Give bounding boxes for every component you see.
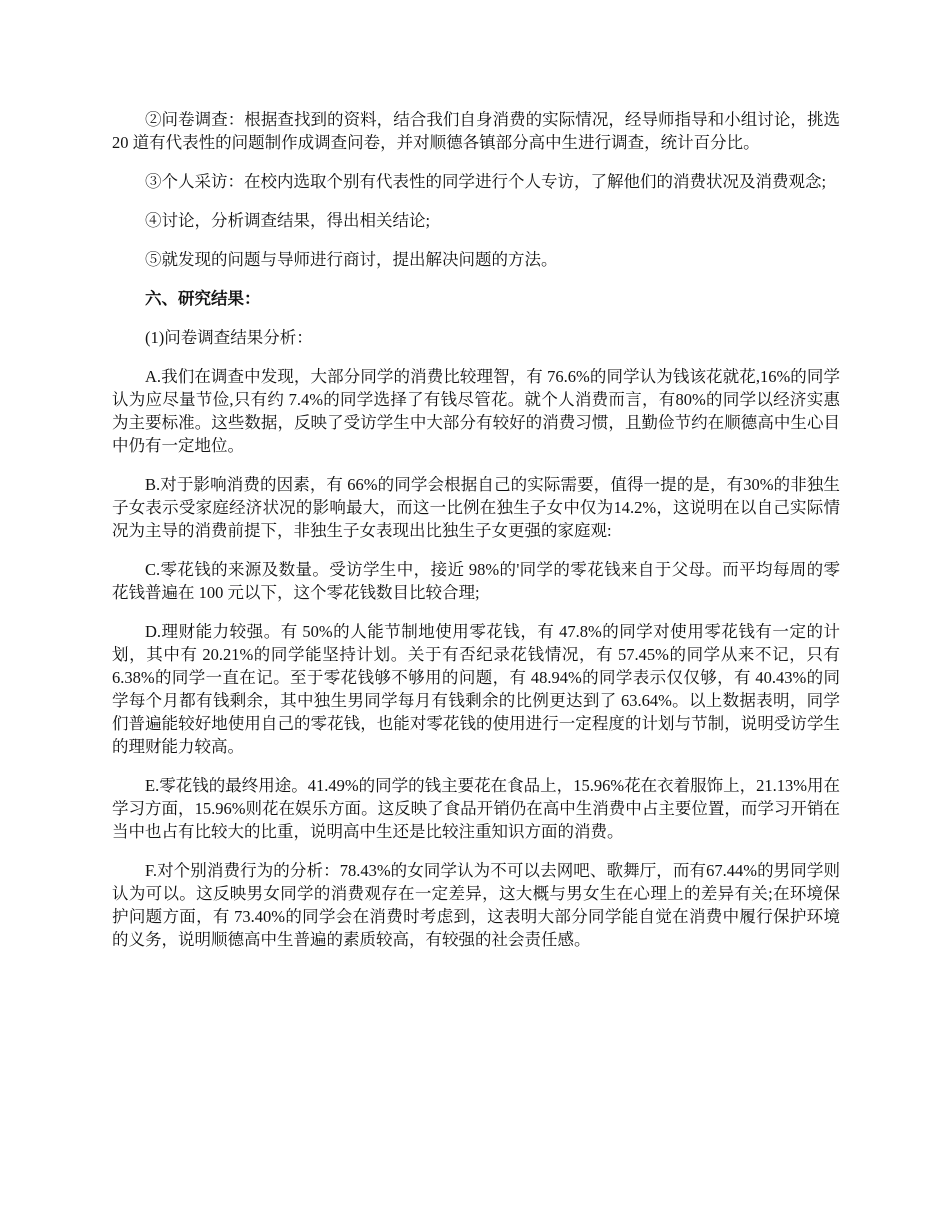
paragraph-questionnaire-survey: ②问卷调查：根据查找到的资料，结合我们自身消费的实际情况，经导师指导和小组讨论，挑选 20 道有代表性的问题制作成调查问卷，并对顺德各镇部分高中生进行调查，统计百分比。 <box>112 110 840 152</box>
paragraph-result-c: C.零花钱的来源及数量。受访学生中，接近 98%的'同学的零花钱来自于父母。而平均每周的零花钱普遍在 100 元以下，这个零花钱数目比较合理; <box>112 560 840 602</box>
paragraph-discussion: ④讨论，分析调查结果，得出相关结论; <box>145 211 431 230</box>
paragraph-consult-advisor: ⑤就发现的问题与导师进行商讨，提出解决问题的方法。 <box>145 250 558 269</box>
paragraph-result-e: E.零花钱的最终用途。41.49%的同学的钱主要花在食品上，15.96%花在衣着服饰上，21.13%用在学习方面，15.96%则花在娱乐方面。这反映了食品开销仍在高中生消费中占主要位置，而学习开销在当中也占有比较大的比重，说明高中生还是比较注重知识方面的消费。 <box>112 776 840 841</box>
paragraph-result-a: A.我们在调查中发现，大部分同学的消费比较理智，有 76.6%的同学认为钱该花就花,16%的同学认为应尽量节俭,只有约 7.4%的同学选择了有钱尽管花。就个人消费而言，有80%的同学以经济实惠为主要标准。这些数据，反映了受访学生中大部分有较好的消费习惯，且勤俭节约在顺德高中生心目中仍有一定地位。 <box>112 367 840 455</box>
paragraph-result-f: F.对个别消费行为的分析：78.43%的女同学认为不可以去网吧、歌舞厅，而有67.44%的男同学则认为可以。这反映男女同学的消费观存在一定差异，这大概与男女生在心理上的差异有关;在环境保护问题方面，有 73.40%的同学会在消费时考虑到，这表明大部分同学能自觉在消费中履行保护环境的义务，说明顺德高中生普遍的素质较高，有较强的社会责任感。 <box>112 861 840 949</box>
paragraph-result-d: D.理财能力较强。有 50%的人能节制地使用零花钱，有 47.8%的同学对使用零花钱有一定的计划，其中有 20.21%的同学能坚持计划。关于有否纪录花钱情况，有 57.45%的同学从来不记，只有 6.38%的同学一直在记。至于零花钱够不够用的问题，有 48.94%的同学表示仅仅够，有 40.43%的同学每个月都有钱剩余，其中独生男同学每月有钱剩余的比例更达到了 63.64%。以上数据表明，同学们普遍能较好地使用自己的零花钱，也能对零花钱的使用进行一定程度的计划与节制，说明受访学生的理财能力较高。 <box>112 622 840 756</box>
paragraph-result-b: B.对于影响消费的因素，有 66%的同学会根据自己的实际需要，值得一提的是，有30%的非独生子女表示受家庭经济状况的影响最大，而这一比例在独生子女中仅为14.2%，这说明在以自己实际情况为主导的消费前提下，非独生子女表现出比独生子女更强的家庭观: <box>112 475 840 540</box>
paragraph-personal-interview: ③个人采访：在校内选取个别有代表性的同学进行个人专访，了解他们的消费状况及消费观念; <box>145 172 827 191</box>
document-page <box>112 108 840 967</box>
section-heading-results: 六、研究结果： <box>145 289 261 308</box>
subheading-questionnaire-analysis: (1)问卷调查结果分析： <box>145 328 313 347</box>
